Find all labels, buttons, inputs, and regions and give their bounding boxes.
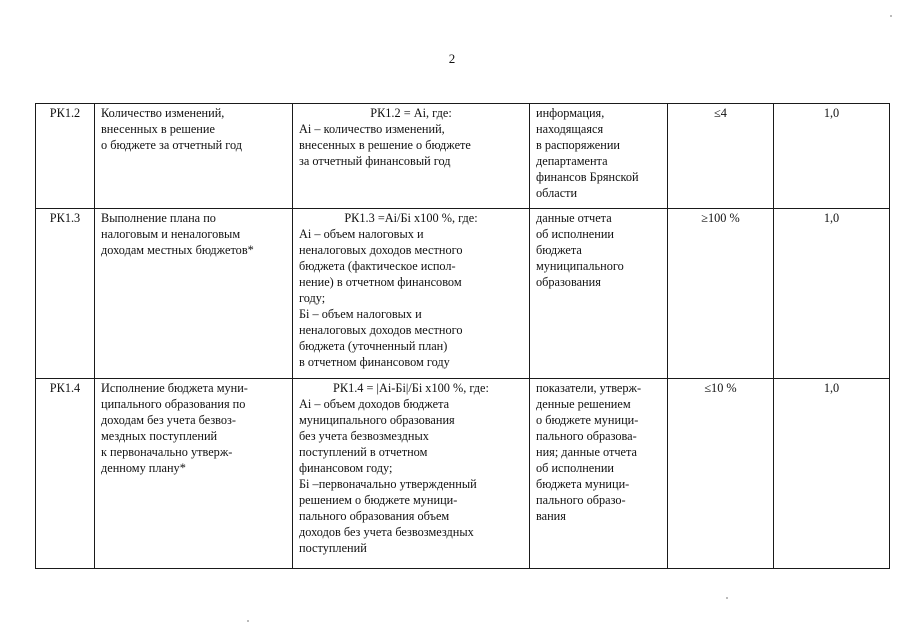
indicator-formula: [293, 379, 530, 569]
formula-body: Ai – объем налоговых и неналоговых доходов местного бюджета (фактическое испол- нение) в отчетном финансовом году; Бi – объем налоговых и неналоговых доходов местного бюджета (уточненный план) в отчетном финансовом году: [299, 227, 463, 369]
page-number: 2: [448, 51, 456, 66]
formula-head: РК1.2 = Ai, где:: [370, 106, 452, 120]
scan-speck: [890, 15, 892, 17]
indicator-source: показатели, утверж- денные решением о бюджете муници- пального образова- ния; данные отчета об исполнении бюджета муници- пального образо- вания: [530, 379, 668, 569]
indicator-target: ≤10 %: [668, 379, 774, 569]
indicator-source: информация, находящаяся в распоряжении департамента финансов Брянской области: [530, 104, 668, 209]
indicator-name: Исполнение бюджета муни- ципального образования по доходам без учета безвоз- мездных поступлений к первоначально утверж- денному плану*: [95, 379, 293, 569]
formula-head: РК1.4 = |Ai-Бi|/Бi x100 %, где:: [333, 381, 489, 395]
indicator-name: Количество изменений, внесенных в решение о бюджете за отчетный год: [95, 104, 293, 209]
indicator-weight: 1,0: [774, 104, 890, 209]
table-row: [36, 379, 890, 569]
scan-speck: [247, 620, 249, 622]
indicator-code: РК1.4: [36, 379, 95, 569]
scan-speck: [726, 597, 728, 599]
indicator-weight: 1,0: [774, 209, 890, 379]
indicator-code: РК1.3: [36, 209, 95, 379]
indicator-formula: [293, 209, 530, 379]
indicator-weight: 1,0: [774, 379, 890, 569]
formula-head: РК1.3 =Ai/Бi x100 %, где:: [344, 211, 478, 225]
formula-body: Ai – количество изменений, внесенных в решение о бюджете за отчетный финансовый год: [299, 122, 471, 168]
indicator-table: [35, 103, 890, 569]
indicator-source: данные отчета об исполнении бюджета муниципального образования: [530, 209, 668, 379]
indicator-target: ≥100 %: [668, 209, 774, 379]
indicator-formula: [293, 104, 530, 209]
indicator-name: Выполнение плана по налоговым и неналоговым доходам местных бюджетов*: [95, 209, 293, 379]
table-row: [36, 209, 890, 379]
indicator-code: РК1.2: [36, 104, 95, 209]
formula-body: Ai – объем доходов бюджета муниципального образования без учета безвозмездных поступлений в отчетном финансовом году; Бi –первоначально утвержденный решением о бюджете муници- пального образования объем доходов без учета безвозмездных поступлений: [299, 397, 477, 555]
indicator-target: ≤4: [668, 104, 774, 209]
table-row: [36, 104, 890, 209]
